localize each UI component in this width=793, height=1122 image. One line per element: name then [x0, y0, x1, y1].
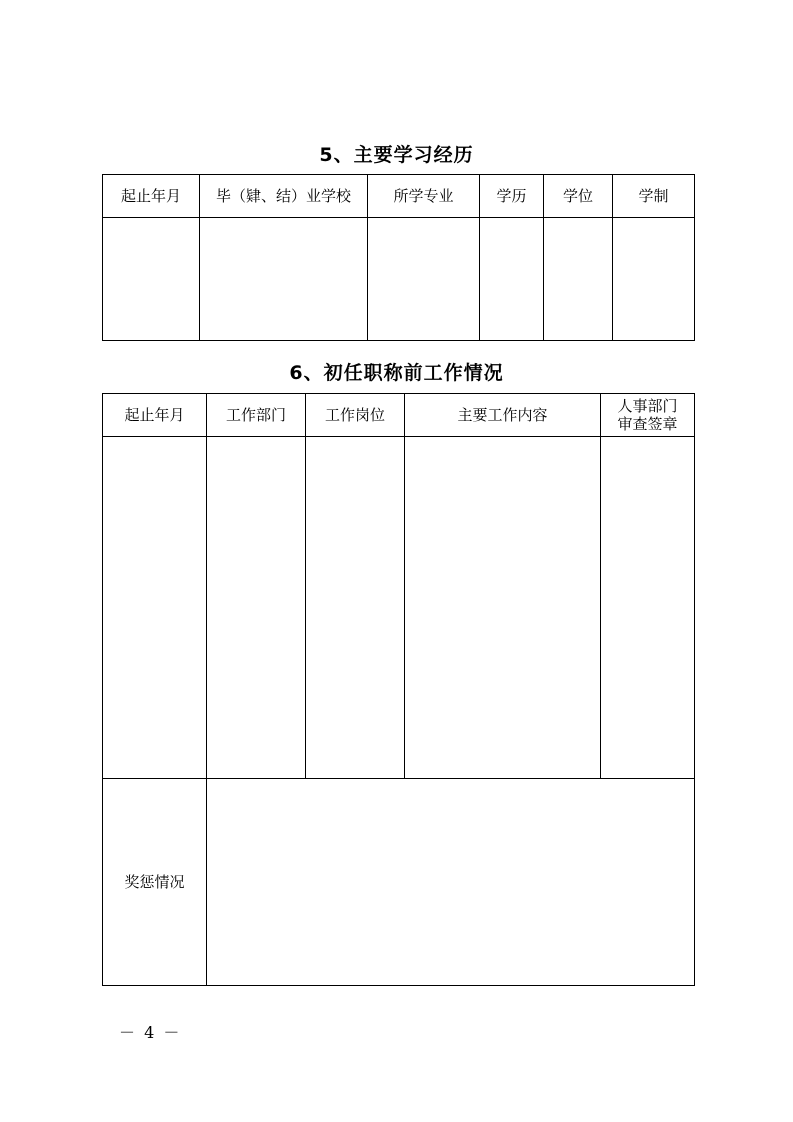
cell-period-entry[interactable] [103, 218, 200, 341]
cell-school-entry[interactable] [200, 218, 368, 341]
header-graduated-school: 毕（肄、结）业学校 [200, 175, 368, 218]
header-main-work-content: 主要工作内容 [405, 394, 601, 437]
cell-degree-entry[interactable] [544, 218, 613, 341]
study-table-header-row [103, 175, 695, 218]
header-work-period: 起止年月 [103, 394, 207, 437]
header-major: 所学专业 [368, 175, 480, 218]
header-period: 起止年月 [103, 175, 200, 218]
section-6-title: 6、初任职称前工作情况 [289, 362, 504, 384]
awards-label: 奖惩情况 [103, 779, 207, 986]
page-number: － 4 － [119, 1023, 182, 1042]
cell-work-department-entry[interactable] [207, 437, 306, 779]
header-work-position: 工作岗位 [306, 394, 405, 437]
work-experience-table [102, 393, 695, 986]
study-experience-table [102, 174, 695, 341]
cell-hr-review-entry[interactable] [601, 437, 695, 779]
header-work-department: 工作部门 [207, 394, 306, 437]
header-duration: 学制 [613, 175, 695, 218]
cell-work-content-entry[interactable] [405, 437, 601, 779]
awards-row [103, 779, 695, 986]
study-table-entry-row [103, 218, 695, 341]
header-degree: 学位 [544, 175, 613, 218]
section-5-title: 5、主要学习经历 [319, 144, 474, 166]
header-hr-review-seal [601, 394, 695, 437]
header-education: 学历 [480, 175, 544, 218]
work-table-entry-row [103, 437, 695, 779]
cell-education-entry[interactable] [480, 218, 544, 341]
header-hr-review-line-2: 审查签章 [617, 415, 678, 433]
cell-major-entry[interactable] [368, 218, 480, 341]
cell-work-period-entry[interactable] [103, 437, 207, 779]
cell-work-position-entry[interactable] [306, 437, 405, 779]
cell-awards-entry[interactable] [207, 779, 695, 986]
cell-duration-entry[interactable] [613, 218, 695, 341]
work-table-header-row [103, 394, 695, 437]
header-hr-review-line-1: 人事部门 [617, 397, 678, 415]
